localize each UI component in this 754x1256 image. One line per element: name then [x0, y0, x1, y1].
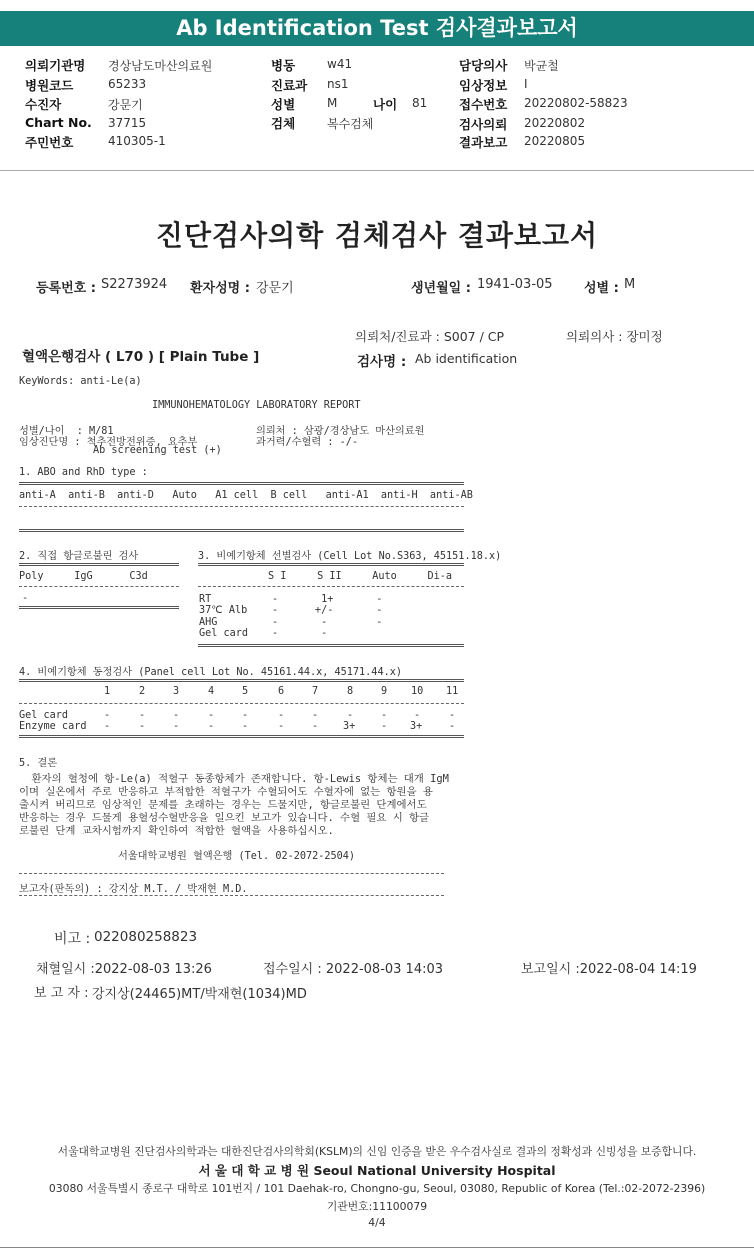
sec4-cell: -: [173, 710, 180, 721]
sec2-end-rule: [19, 606, 179, 609]
request-dept: 의뢰처/진료과 : S007 / CP: [355, 329, 505, 344]
sec4-column-header: 9: [381, 686, 388, 697]
sec4-cell: -: [139, 710, 146, 721]
keywords: KeyWords: anti-Le(a): [19, 376, 142, 387]
sex-age: 성별/나이 : M/81: [19, 426, 114, 437]
sec3-end-rule: [198, 644, 464, 647]
sec3-title: 3. 비예기항체 선별검사 (Cell Lot No.S363, 45151.18.x): [198, 551, 502, 562]
testname-label: 검사명 :: [357, 354, 407, 370]
hdr-label: 검체: [271, 116, 296, 131]
hdr-value: 경상남도마산의료원: [108, 59, 213, 73]
sec1-divider: [19, 506, 464, 507]
report-time: 보고일시 :2022-08-04 14:19: [521, 962, 697, 977]
sec4-divider: [19, 703, 464, 704]
sec4-cell: 3+: [343, 721, 356, 732]
lab-title: IMMUNOHEMATOLOGY LABORATORY REPORT: [152, 400, 361, 411]
sec4-column-header: 8: [347, 686, 354, 697]
hdr-value: 20220802-58823: [524, 96, 628, 110]
sec4-column-header: 1: [104, 686, 111, 697]
sec4-cell: -: [173, 721, 180, 732]
referrer: 의뢰처 : 삼광/경상남도 마산의료원: [256, 426, 425, 437]
footer-certification: 서울대학교병원 진단검사의학과는 대한진단검사의학회(KSLM)의 신임 인증을 받은 우수검사실로 결과의 정확성과 신빙성을 보증합니다.: [57, 1145, 697, 1158]
sec4-cell: -: [242, 721, 249, 732]
sec4-column-header: 2: [139, 686, 146, 697]
hdr-label: 나이: [373, 97, 398, 112]
sec5-title: 5. 결론: [19, 758, 58, 769]
sec3-divider: [198, 586, 464, 587]
sec2-header: Poly IgG C3d: [19, 571, 148, 582]
dob-label: 생년월일 :: [411, 281, 471, 296]
reporter-rule-bottom: [19, 895, 444, 896]
hdr-label: 담당의사: [459, 58, 508, 73]
test-category: 혈액은행검사 ( L70 ) [ Plain Tube ]: [22, 349, 260, 365]
hdr-value: ns1: [327, 77, 349, 91]
blood-bank: 서울대학교병원 혈액은행 (Tel. 02-2072-2504): [118, 851, 356, 862]
sec4-cell: -: [449, 710, 456, 721]
hdr-value: w41: [327, 57, 353, 71]
hdr-value: 410305-1: [108, 134, 166, 148]
sec3-row-vals: - - -: [272, 617, 383, 628]
reporter: 보고자(판독의) : 강지상 M.T. / 박재현 M.D.: [19, 884, 248, 895]
sec4-cell: -: [208, 721, 215, 732]
remark-label: 비고 :: [54, 931, 91, 947]
hdr-label: 결과보고: [459, 135, 508, 150]
hdr-label: 병원코드: [25, 78, 74, 93]
footer-page-number: 4/4: [368, 1216, 386, 1229]
hdr-label: 검사의뢰: [459, 117, 508, 132]
sec4-column-header: 6: [278, 686, 285, 697]
hdr-value: 20220802: [524, 116, 586, 130]
sec1-title: 1. ABO and RhD type :: [19, 467, 148, 478]
footer-org-number: 기관번호:11100079: [326, 1200, 428, 1213]
sec4-cell: -: [139, 721, 146, 732]
sec3-row-label: RT: [199, 594, 212, 605]
sec4-cell: -: [278, 710, 285, 721]
request-doctor: 의뢰의사 : 장미정: [566, 329, 663, 344]
hdr-value: 강문기: [108, 98, 143, 112]
footer-address: 03080 서울특별시 종로구 대학로 101번지 / 101 Daehak-ro, Chongno-gu, Seoul, 03080, Republic of Korea (Tel.:02-2072-2396): [48, 1182, 706, 1195]
reg-label: 등록번호 :: [36, 281, 96, 296]
name-label: 환자성명 :: [190, 281, 250, 296]
footer-bottom-line: [0, 1247, 754, 1248]
receive-time: 접수일시 : 2022-08-03 14:03: [263, 962, 444, 977]
sec4-cell: -: [208, 710, 215, 721]
sec3-row-vals: - -: [272, 628, 328, 639]
sec4-cell: -: [449, 721, 456, 732]
sec2-title: 2. 직접 항글로불린 검사: [19, 551, 139, 562]
sec4-column-header: 4: [208, 686, 215, 697]
footer-hospital: 서 울 대 학 교 병 원 Seoul National University Hospital: [198, 1163, 556, 1178]
hdr-label: 접수번호: [459, 97, 508, 112]
hdr-value: 65233: [108, 77, 147, 91]
remark-value: 022080258823: [94, 929, 198, 945]
sec4-cell: -: [104, 710, 111, 721]
sex-value: M: [624, 277, 636, 292]
conclusion-text: 환자의 혈청에 항-Le(a) 적혈구 동종항체가 존재합니다. 항-Lewis 항체는 대개 IgM 이며 실온에서 주로 반응하고 부적합한 적혈구가 수혈되어도 수혈자에 없는 항원을 용 출시켜 버리므로 임상적인 문제를 초래하는 경우는 드물지만, 항글로불린 단계에서도 반응하는 경우 드물게 용혈성수혈반응을 일으킨 보고가 있습니다. 수혈 필요 시 항글 로불린 단계 교차시험까지 확인하여 적합한 혈액을 사용하십시오.: [19, 773, 449, 837]
sec4-column-header: 5: [242, 686, 249, 697]
page-title: 진단검사의학 검체검사 결과보고서: [155, 219, 599, 252]
screen-result: Ab screening test (+): [93, 445, 222, 456]
sec4-end-rule: [19, 735, 464, 738]
sec4-cell: -: [347, 710, 354, 721]
hdr-label: 주민번호: [25, 135, 74, 150]
sec3-rule: [198, 563, 464, 566]
header-separator: [0, 170, 754, 171]
sec2-row: -: [22, 593, 29, 604]
hdr-label: 임상정보: [459, 78, 508, 93]
bottom-reporter-value: 강지상(24465)MT/박재현(1034)MD: [92, 987, 307, 1002]
sec1-header: anti-A anti-B anti-D Auto A1 cell B cell anti-A1 anti-H anti-AB: [19, 490, 473, 501]
sec2-rule: [19, 563, 179, 566]
sec4-column-header: 3: [173, 686, 180, 697]
report-banner: Ab Identification Test 검사결과보고서: [0, 11, 754, 46]
sex-label: 성별 :: [584, 281, 619, 296]
dob-value: 1941-03-05: [477, 277, 553, 292]
sec4-cell: -: [278, 721, 285, 732]
sec3-row-label: AHG: [199, 617, 218, 628]
hdr-label: 병동: [271, 58, 296, 73]
sec4-cell: -: [312, 721, 319, 732]
name-value: 강문기: [256, 281, 294, 296]
hdr-value: M: [327, 96, 338, 110]
hdr-label: Chart No.: [25, 115, 92, 130]
sec4-column-header: 11: [446, 686, 459, 697]
sec4-rule: [19, 679, 464, 682]
bottom-reporter-label: 보 고 자 :: [34, 986, 89, 1001]
sec1-rule: [19, 482, 464, 485]
sec4-column-header: 10: [411, 686, 424, 697]
hdr-value: 37715: [108, 116, 147, 130]
sec4-row-label: Enzyme card: [19, 721, 87, 732]
sec4-cell: -: [381, 710, 388, 721]
hdr-value: 81: [412, 96, 428, 110]
reg-value: S2273924: [101, 277, 168, 292]
hdr-label: 성별: [271, 97, 296, 112]
sec4-cell: -: [104, 721, 111, 732]
hdr-label: 진료과: [271, 78, 308, 93]
sec4-column-header: 7: [312, 686, 319, 697]
hdr-value: 박균철: [524, 59, 559, 73]
sec2-divider: [19, 586, 179, 587]
sec1-end-rule: [19, 529, 464, 532]
sec4-cell: 3+: [410, 721, 423, 732]
testname-value: Ab identification: [415, 351, 518, 366]
hdr-label: 수진자: [25, 97, 62, 112]
hdr-value: 20220805: [524, 134, 586, 148]
history: 과거력/수혈력 : -/-: [256, 437, 358, 448]
hdr-value: I: [524, 77, 528, 91]
sec4-cell: -: [381, 721, 388, 732]
sec3-row-label: 37℃ Alb: [199, 605, 248, 616]
reporter-rule-top: [19, 873, 444, 874]
sec3-header: S I S II Auto Di-a: [268, 571, 453, 582]
sec4-cell: -: [242, 710, 249, 721]
sec3-row-label: Gel card: [199, 628, 249, 639]
sec3-row-vals: - +/- -: [272, 605, 383, 616]
sec3-row-vals: - 1+ -: [272, 594, 383, 605]
collect-time: 채혈일시 :2022-08-03 13:26: [36, 962, 212, 977]
hdr-label: 의뢰기관명: [25, 58, 86, 73]
sec4-row-label: Gel card: [19, 710, 69, 721]
hdr-value: 복수검체: [327, 117, 374, 131]
sec4-cell: -: [414, 710, 421, 721]
sec4-cell: -: [312, 710, 319, 721]
sec4-title: 4. 비예기항체 동정검사 (Panel cell Lot No. 45161.44.x, 45171.44.x): [19, 667, 402, 678]
diagnosis: 임상진단명 : 척추전방전위증, 요추부: [19, 437, 198, 448]
